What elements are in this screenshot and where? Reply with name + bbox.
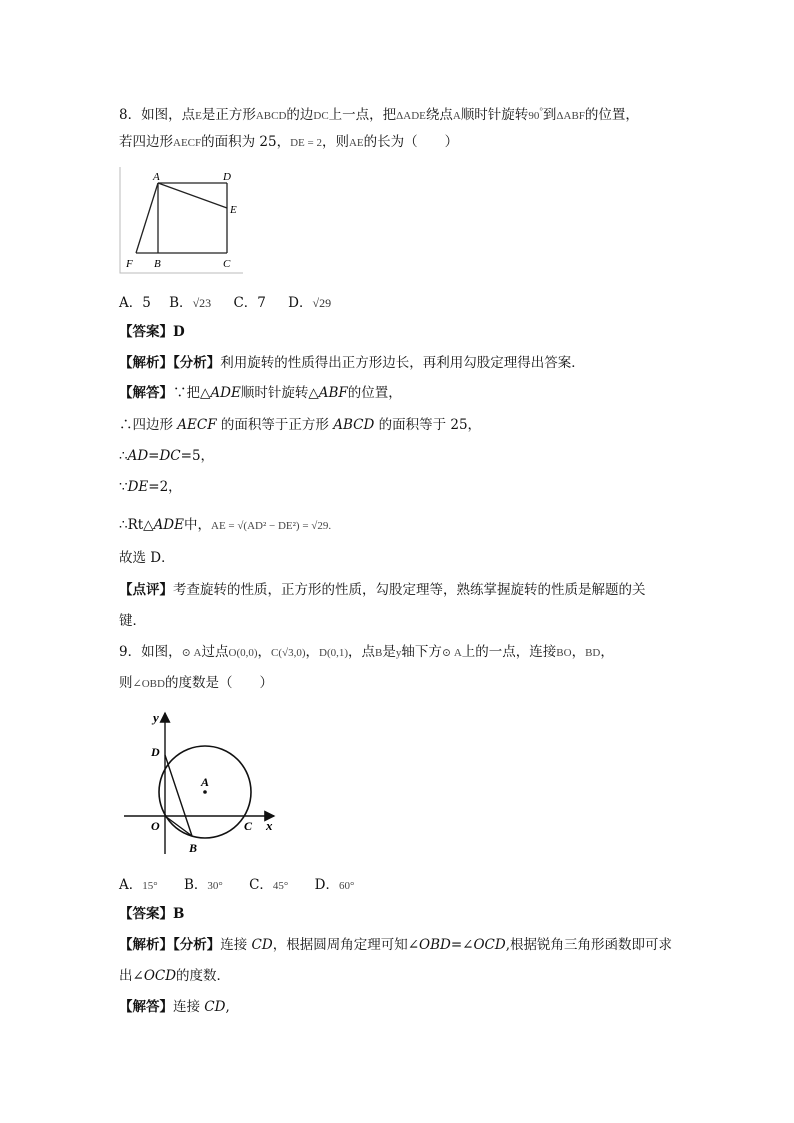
q9-options (119, 876, 354, 895)
math: BO (556, 647, 572, 659)
math: DE = 2 (290, 137, 322, 149)
text: ∵ (119, 479, 128, 495)
option-d-value: 60° (338, 880, 355, 892)
text: 是正方形 (201, 107, 256, 123)
label-B: B (189, 841, 198, 855)
option-c: C． (249, 877, 273, 893)
text: 上一点，把 (328, 107, 397, 123)
q9-stem-line2 (119, 674, 273, 693)
math: ⊙ A (181, 647, 202, 659)
q8-comment-cont: 键． (119, 613, 146, 629)
label-y: y (153, 710, 159, 725)
text: 的度数是（ ） (164, 675, 273, 691)
label: 【点评】 (119, 582, 173, 598)
math: D(0,1) (319, 647, 349, 659)
option-d: D． (314, 877, 339, 893)
math: ⊙ A (441, 647, 462, 659)
math: ABCD (333, 417, 375, 433)
math: CD (204, 999, 226, 1015)
option-d: D． (288, 295, 313, 311)
math: ΔADE (396, 110, 426, 122)
math: ∠OBD (132, 678, 165, 690)
q8-analysis (119, 354, 585, 372)
text: 的位置， (347, 385, 402, 401)
text: ， (305, 644, 319, 660)
text: 顺时针旋转△ (240, 385, 319, 401)
math: E (195, 110, 202, 122)
math: OCD (143, 968, 177, 984)
math: O(0,0) (228, 647, 258, 659)
math: BD (585, 647, 601, 659)
math: ADE (153, 517, 184, 533)
label-x: x (266, 818, 273, 833)
q9-circle-figure (119, 708, 284, 858)
q9-solution-1 (119, 998, 230, 1016)
text: 若四边形 (119, 134, 173, 150)
math: OCD (473, 937, 506, 953)
option-b: B． (183, 877, 208, 893)
option-d-value: √29 (312, 296, 332, 310)
text: 8．如图，点 (119, 107, 196, 123)
q9-stem-line1 (119, 643, 614, 662)
text: ，点 (348, 644, 376, 660)
option-a: A．5 (119, 295, 151, 311)
text: 考查旋转的性质，正方形的性质，勾股定理等，熟练掌握旋转的性质是解题的关 (173, 582, 646, 598)
option-a-value: 15° (142, 880, 158, 892)
text: 是 (382, 644, 396, 660)
math: DC (313, 110, 329, 122)
label-D: D (151, 745, 160, 759)
formula: AE = √(AD² − DE²) = √29. (211, 520, 332, 532)
option-b-value: 30° (207, 880, 223, 892)
label: 【解答】 (119, 385, 173, 401)
text: 的长为（ ） (363, 134, 459, 150)
math: AECF (177, 417, 217, 433)
option-b-value: √23 (192, 296, 212, 310)
text: 的位置， (584, 107, 639, 123)
label-D: D (223, 171, 231, 183)
text: 中， (184, 517, 211, 533)
option-c-value: 45° (272, 880, 289, 892)
text: 则 (119, 675, 133, 691)
text: 连接 (173, 999, 205, 1015)
text: ， (257, 644, 272, 660)
q8-solution-5 (119, 516, 331, 535)
label-F: F (126, 258, 133, 270)
q8-solution-1 (119, 384, 402, 402)
text: ∴Rt△ (119, 517, 154, 533)
text: ， (600, 644, 614, 660)
text: ,根据锐角三角形函数即可求 (505, 937, 672, 953)
label-C: C (244, 819, 253, 833)
label-C: C (223, 258, 231, 270)
text: ∴四边形 (119, 417, 178, 433)
q8-solution-3 (119, 447, 214, 465)
text: 9．如图， (119, 644, 182, 660)
math: AECF (173, 137, 202, 149)
text: =2， (148, 479, 182, 495)
text: =∠ (450, 937, 474, 953)
text: 的面积为 25， (201, 134, 291, 150)
math: AE (348, 137, 364, 149)
label-O: O (151, 819, 160, 833)
label-E: E (230, 204, 237, 216)
q9-answer: 【答案】B (119, 906, 185, 922)
text: , (225, 999, 230, 1015)
math: A (452, 110, 461, 122)
text: 顺时针旋转 (460, 107, 529, 123)
text: 的边 (286, 107, 314, 123)
q8-stem-line2 (119, 133, 458, 152)
text: ∴ (119, 448, 128, 464)
math: ΔABF (556, 110, 585, 122)
math: AD=DC (127, 448, 181, 464)
math: ADE (210, 385, 241, 401)
label: 【解答】 (119, 999, 173, 1015)
math: OBD (419, 937, 451, 953)
math: y (395, 647, 402, 659)
text: ，根据圆周角定理可知∠ (272, 937, 420, 953)
text: ， (571, 644, 586, 660)
option-b: B． (169, 295, 193, 311)
text: 绕点 (425, 107, 453, 123)
math: 90 (528, 110, 540, 122)
text: 的面积等于正方形 (216, 417, 334, 433)
text: 过点 (201, 644, 229, 660)
option-a: A． (119, 877, 143, 893)
q8-solution-2 (119, 416, 481, 434)
q8-answer: 【答案】D (119, 324, 185, 340)
q9-analysis-cont (119, 967, 230, 985)
q8-comment (119, 581, 646, 599)
text: 的度数． (176, 968, 231, 984)
q9-analysis (119, 936, 672, 954)
math: ° (539, 106, 543, 116)
label: 【解析】【分析】 (119, 355, 221, 371)
text: 利用旋转的性质得出正方形边长，再利用勾股定理得出答案． (220, 355, 585, 371)
text: 轴下方 (401, 644, 442, 660)
q8-solution-4 (119, 478, 182, 496)
math: CD (251, 937, 273, 953)
text: 连接 (220, 937, 252, 953)
text: 的面积等于 25， (374, 417, 482, 433)
label-A: A (201, 775, 210, 789)
label-B: B (154, 258, 161, 270)
math: ABF (318, 385, 348, 401)
math: C(√3,0) (271, 647, 306, 659)
q8-conclusion: 故选 D． (119, 550, 175, 566)
math: B (375, 647, 383, 659)
math: ABCD (255, 110, 287, 122)
text: 出∠ (119, 968, 144, 984)
option-c: C．7 (233, 295, 266, 311)
text: ∵把△ (173, 385, 211, 401)
text: 到 (542, 107, 557, 123)
q8-stem-line1 (119, 106, 639, 125)
q8-square-figure (119, 165, 247, 277)
text: ，则 (321, 134, 349, 150)
label-A: A (153, 171, 160, 183)
label: 【解析】【分析】 (119, 937, 221, 953)
math: DE (127, 479, 149, 495)
text: 上的一点，连接 (461, 644, 557, 660)
q8-options (119, 294, 331, 312)
text: =5， (180, 448, 215, 464)
